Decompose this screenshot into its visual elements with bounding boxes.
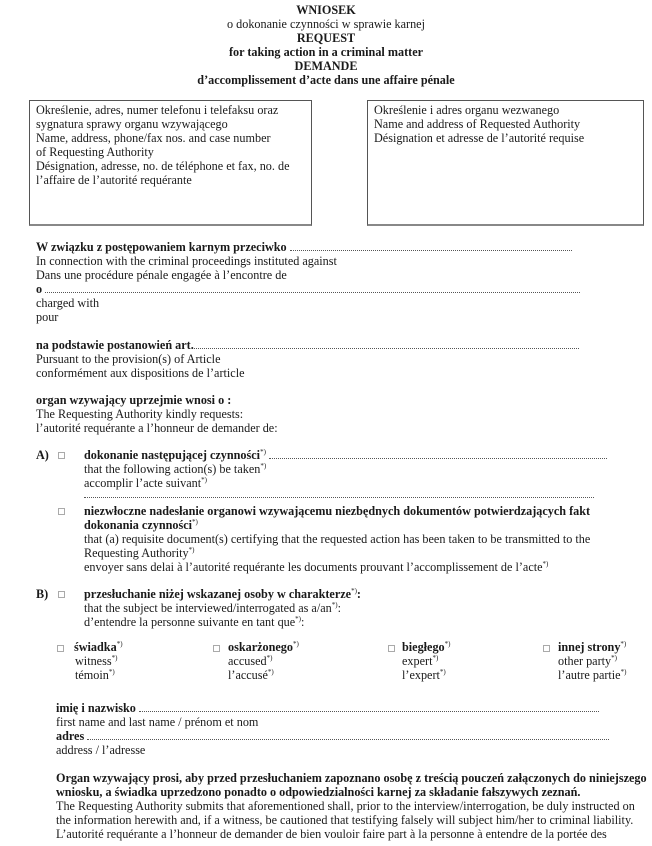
title-pl: WNIOSEK [296, 3, 356, 17]
title-en: REQUEST [296, 31, 356, 45]
footnote-mark: *) [542, 559, 549, 568]
box-line: Określenie i adres organu wezwanego [374, 103, 560, 117]
instruction-en-2: the information herewith and, if a witness, be cautioned that testifying falsely will subject him/her to criminal liability. [56, 813, 634, 827]
action-input-line-2[interactable] [84, 487, 594, 498]
footnote-mark: *) [620, 639, 627, 648]
proceedings-field [36, 240, 572, 254]
documents-label-en-2-row [84, 546, 194, 560]
action-label-pl: dokonanie następującej czynności [84, 448, 261, 462]
section-b-label-en: that the subject be interviewed/interrogated as a/an [84, 601, 332, 615]
role-expert-checkbox[interactable] [388, 645, 395, 652]
section-a-letter: A) [36, 448, 49, 462]
documents-label-fr: envoyer sans delai à l’autorité requérante les documents prouvant l’accomplissement de l’acte [84, 560, 543, 574]
box-line: Określenie, adres, numer telefonu i telefaksu oraz [36, 103, 279, 117]
role-other-party-fr: l’autre partie [558, 668, 621, 682]
charge-label-fr: pour [36, 310, 59, 324]
footnote-mark: *) [192, 517, 198, 526]
charge-input[interactable] [45, 282, 580, 293]
documents-label-fr-row [84, 560, 548, 574]
subtitle-fr: d’accomplissement d’acte dans une affaire pénale [197, 73, 455, 87]
footnote-mark: *) [260, 461, 267, 470]
role-accused-checkbox[interactable] [213, 645, 220, 652]
requests-intro-fr: l’autorité requérante a l’honneur de demander de: [36, 421, 278, 435]
section-b-letter: B) [36, 587, 49, 601]
box-line: Name, address, phone/fax nos. and case number [36, 131, 271, 145]
name-label-en-fr: first name and last name / prénom et nom [56, 715, 259, 729]
name-input[interactable] [139, 701, 599, 712]
box-line: sygnatura sprawy organu wzywającego [36, 117, 228, 131]
title-fr: DEMANDE [294, 59, 358, 73]
documents-label-pl-2: dokonania czynności [84, 518, 193, 532]
requesting-authority-box[interactable] [29, 100, 312, 226]
instruction-pl-1: Organ wzywający prosi, aby przed przesłuchaniem zapoznano osobę z treścią pouczeń załączonych do niniejszego [56, 771, 647, 785]
address-label-en-fr: address / l’adresse [56, 743, 146, 757]
role-witness-en: witness [75, 654, 112, 668]
subtitle-pl: o dokonanie czynności w sprawie karnej [227, 17, 425, 31]
proceedings-label-en: In connection with the criminal proceedings instituted against [36, 254, 337, 268]
role-expert-en: expert [402, 654, 433, 668]
footnote-mark: *) [188, 545, 195, 554]
documents-label-pl-1: niezwłoczne nadesłanie organowi wzywającemu niezbędnych dokumentów potwierdzających fakt [84, 504, 591, 518]
address-label-pl: adres [56, 729, 85, 743]
action-input[interactable] [269, 448, 607, 459]
footnote-mark: *) [266, 653, 273, 662]
name-field [56, 701, 599, 715]
box-line: l’affaire de l’autorité requérante [36, 173, 192, 187]
article-label-fr: conformément aux dispositions de l’article [36, 366, 245, 380]
role-other-party-en: other party [558, 654, 612, 668]
role-accused-en: accused [228, 654, 267, 668]
footnote-mark: *) [201, 475, 207, 484]
charge-field [36, 282, 580, 296]
documents-label-en-2: Requesting Authority [84, 546, 189, 560]
article-input[interactable] [194, 338, 579, 349]
charge-label-pl: o [36, 282, 43, 296]
section-b-checkbox[interactable] [58, 591, 65, 598]
box-line: Désignation et adresse de l’autorité requise [374, 131, 585, 145]
footnote-mark: *) [111, 653, 118, 662]
section-b-label-fr: d’entendre la personne suivante en tant que [84, 615, 296, 629]
proceedings-input[interactable] [290, 240, 572, 251]
section-b-label-en-row: that the subject be interviewed/interrogated as a/an*): [84, 600, 341, 615]
footnote-mark: *) [444, 639, 451, 648]
footnote-mark: *) [260, 447, 266, 456]
instruction-en-1: The Requesting Authority submits that aforementioned shall, prior to the interview/interrogation, be duly instructed on [56, 799, 635, 813]
address-field [56, 729, 609, 743]
subtitle-en: for taking action in a criminal matter [228, 45, 424, 59]
name-label-pl: imię i nazwisko [56, 701, 136, 715]
action-label-en-row [84, 462, 266, 476]
section-a-documents-checkbox[interactable] [58, 508, 65, 515]
charge-label-en: charged with [36, 296, 100, 310]
footnote-mark: *) [293, 639, 299, 648]
footnote-mark: *) [611, 653, 617, 662]
role-expert-pl: biegłego [402, 640, 445, 654]
role-expert-fr: l’expert [402, 668, 440, 682]
box-line: of Requesting Authority [36, 145, 154, 159]
footnote-mark: *) [432, 653, 439, 662]
article-label-pl: na podstawie postanowień art. [36, 338, 194, 352]
footnote-mark: *) [295, 614, 302, 623]
role-witness-checkbox[interactable] [57, 645, 64, 652]
instruction-pl-2: wniosku, a świadka uprzedzono ponadto o odpowiedzialności karnej za składanie fałszywych zeznań. [56, 785, 581, 799]
footnote-mark: *) [267, 667, 274, 676]
section-a-action-field [84, 448, 607, 462]
proceedings-label-pl: W związku z postępowaniem karnym przeciwko [36, 240, 287, 254]
section-b-label-pl-row: przesłuchanie niżej wskazanej osoby w charakterze*): [84, 586, 361, 601]
role-accused-fr: l’accusé [228, 668, 268, 682]
article-label-en: Pursuant to the provision(s) of Article [36, 352, 221, 366]
article-field [36, 338, 579, 352]
footnote-mark: *) [439, 667, 446, 676]
section-b-label-pl: przesłuchanie niżej wskazanej osoby w charakterze [84, 587, 352, 601]
footnote-mark: *) [620, 667, 627, 676]
documents-label-pl-2-row [84, 518, 198, 532]
box-line: Name and address of Requested Authority [374, 117, 581, 131]
address-input[interactable] [87, 729, 609, 740]
role-accused [228, 640, 299, 682]
requests-intro-en: The Requesting Authority kindly requests: [36, 407, 244, 421]
role-other-party-pl: innej strony [558, 640, 621, 654]
documents-label-en-1: that (a) requisite document(s) certifying that the requested action has been taken to be transmitted to the [84, 532, 591, 546]
instruction-fr-1: L’autorité requérante a l’honneur de demander de bien vouloir faire part à la personne à entendre de la portée des [56, 827, 607, 841]
action-label-fr: accomplir l’acte suivant [84, 476, 202, 490]
footnote-mark: *) [331, 600, 338, 609]
role-other-party-checkbox[interactable] [543, 645, 550, 652]
box-line: Désignation, adresse, no. de téléphone et fax, no. de [36, 159, 290, 173]
footnote-mark: *) [351, 586, 357, 595]
role-accused-pl: oskarżonego [228, 640, 293, 654]
requested-authority-box[interactable] [367, 100, 644, 226]
section-a-action-checkbox[interactable] [58, 452, 65, 459]
role-other-party [558, 640, 626, 682]
role-witness-fr: témoin [75, 668, 109, 682]
requests-intro-pl: organ wzywający uprzejmie wnosi o : [36, 393, 232, 407]
role-expert [402, 640, 451, 682]
proceedings-label-fr: Dans une procédure pénale engagée à l’encontre de [36, 268, 287, 282]
role-witness [74, 640, 123, 682]
role-witness-pl: świadka [74, 640, 117, 654]
footnote-mark: *) [116, 639, 123, 648]
footnote-mark: *) [108, 667, 115, 676]
section-b-label-fr-row: d’entendre la personne suivante en tant que*): [84, 614, 305, 629]
action-label-en: that the following action(s) be taken [84, 462, 261, 476]
